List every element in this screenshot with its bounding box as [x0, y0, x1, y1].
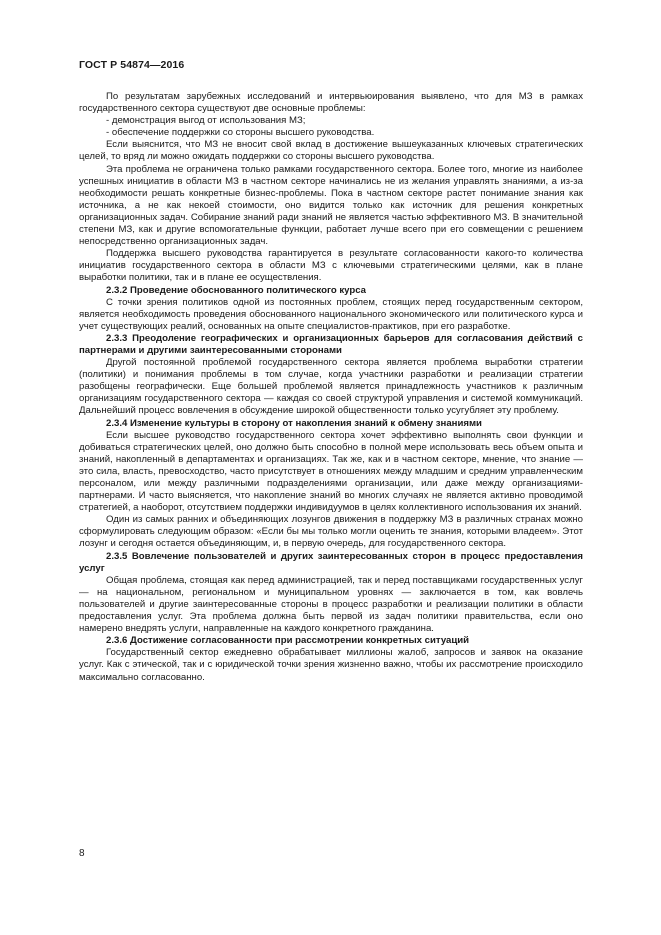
paragraph: Поддержка высшего руководства гарантируется в результате согласованности какого-то количества инициатив государственного сектора в области МЗ с ключевыми стратегическими целями, как в плане выработки политики, так и в плане ее осуществления.: [79, 248, 583, 284]
section-heading-2-3-2: 2.3.2 Проведение обоснованного политического курса: [106, 284, 367, 296]
paragraph: Один из самых ранних и объединяющих лозунгов движения в поддержку МЗ в различных странах можно сформулировать следующим образом: «Если бы мы только могли оценить те знания, которыми владеем». Этот лозунг и сегодня остается объединяющим, и, в первую очередь, для государственного сектора.: [79, 514, 583, 550]
section-heading-2-3-5: 2.3.5 Вовлечение пользователей и других заинтересованных сторон в процесс предоставления услуг: [79, 550, 583, 574]
paragraph: Общая проблема, стоящая как перед администрацией, так и перед поставщиками государственных услуг — на национальном, региональном и муниципальном уровнях — заключается в том, как вовлечь пользователей и другие заинтересованные стороны в процесс разработки и реализации политики в области предоставления услуг. Эта проблема должна быть первой из задач политики правительства, если оно намерено внедрять услуги, направленные на каждого конкретного гражданина.: [79, 574, 583, 635]
section-heading-2-3-4: 2.3.4 Изменение культуры в сторону от накопления знаний к обмену знаниями: [106, 417, 482, 429]
document-header: ГОСТ Р 54874—2016: [79, 59, 185, 71]
section-heading-2-3-6: 2.3.6 Достижение согласованности при рассмотрении конкретных ситуаций: [106, 635, 470, 647]
paragraph: Другой постоянной проблемой государственного сектора является проблема выработки стратегии (политики) и понимания проблемы в том случае, когда участники разработки и реализации стратегии разобщены географически. Еще большей проблемой является принадлежность участников к различным организациям государственного сектора — каждая со своей структурой управления и системой коммуникаций. Дальнейший процесс вовлечения в обсуждение широкой общественности только усугубляет эту проблему.: [79, 357, 583, 417]
paragraph: По результатам зарубежных исследований и интервьюирования выявлено, что для МЗ в рамках государственного сектора существуют две основные проблемы:: [79, 91, 583, 115]
list-item: - обеспечение поддержки со стороны высшего руководства.: [106, 127, 375, 139]
document-body: [79, 91, 583, 684]
page-number: 8: [79, 848, 85, 859]
paragraph: Эта проблема не ограничена только рамками государственного сектора. Более того, многие из наиболее успешных инициатив в области МЗ в частном секторе начинались не из желания управлять знаниями, а из-за необходимости решать конкретные бизнес-проблемы. Пока в частном секторе растет понимание знания как источника, а не как некоей стоимости, оно видится только как источник для решения конкретных организационных задач. Собирание знаний ради знаний не является частью эффективного МЗ. В значительной степени МЗ, как и другие вспомогательные функции, работает лучше всего при его совмещении с решением непосредственно организационных задач.: [79, 163, 583, 248]
paragraph: С точки зрения политиков одной из постоянных проблем, стоящих перед государственным сектором, является необходимость проведения обоснованного национального экономического или политического курса и учет существующих реалий, основанных на опыте специалистов-практиков, при его разработке.: [79, 296, 583, 332]
section-heading-2-3-3: 2.3.3 Преодоление географических и организационных барьеров для согласования действий с партнерами и другими заинтересованными сторонами: [79, 332, 583, 356]
list-item: - демонстрация выгод от использования МЗ;: [106, 115, 306, 127]
paragraph: Если выяснится, что МЗ не вносит свой вклад в достижение вышеуказанных ключевых стратегических целей, то вряд ли можно ожидать поддержки со стороны высшего руководства.: [79, 139, 583, 163]
paragraph: Государственный сектор ежедневно обрабатывает миллионы жалоб, запросов и заявок на оказание услуг. Как с этической, так и с юридической точки зрения жизненно важно, чтобы их рассмотрение происходило максимально согласованно.: [79, 647, 583, 683]
paragraph: Если высшее руководство государственного сектора хочет эффективно выполнять свои функции и добиваться стратегических целей, оно должно быть способно в полной мере использовать весь объем опыта и знаний, накопленный в департаментах и организациях. Так же, как и в частном секторе, мнение, что знание — это сила, власть, превосходство, часто присутствует в отношениях между младшим и средним управленческим персоналом, или между различными подразделениями организации, или даже между организациями-партнерами. И часто выясняется, что накопление знаний во многих случаях не является активно проводимой стратегией, а наоборот, отсутствием поддержки индивидуумов в целях коллективного использования их знаний.: [79, 429, 583, 514]
